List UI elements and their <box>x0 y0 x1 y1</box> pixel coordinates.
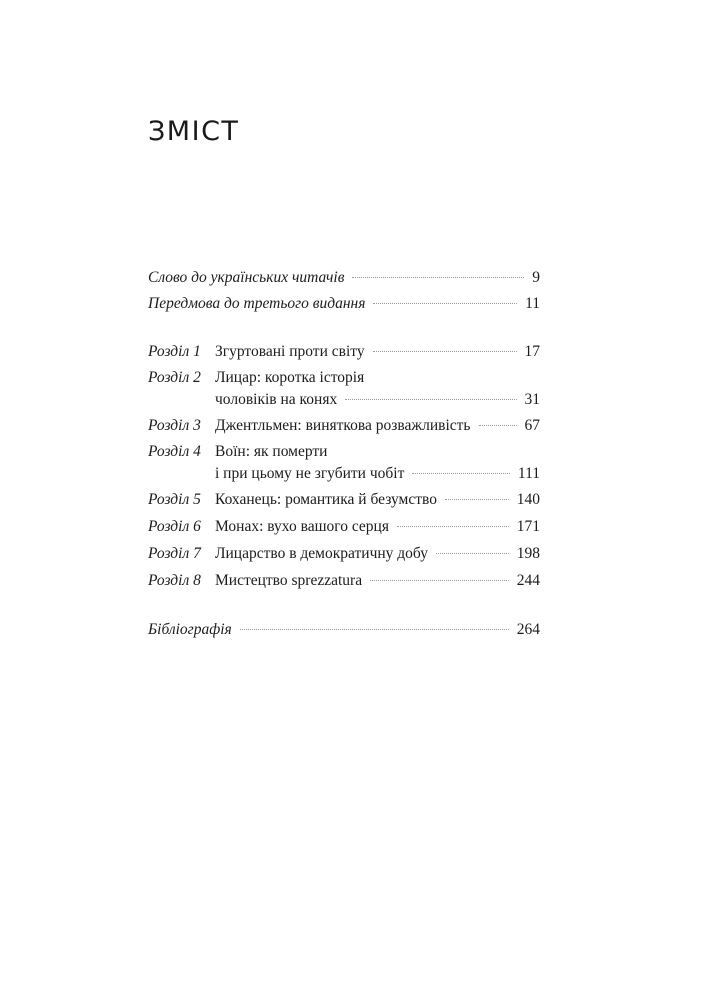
toc-page-number: 17 <box>524 343 540 360</box>
chapter-title: Коханець: романтика й безумство <box>215 491 437 508</box>
toc-page-number: 140 <box>516 491 540 508</box>
toc-entry-preface-third-edition[interactable] <box>148 294 540 314</box>
toc-page-number: 9 <box>532 269 540 286</box>
toc-entry-chapter-1[interactable] <box>148 342 540 362</box>
toc-page-number: 264 <box>516 621 540 638</box>
toc-entry-title: Бібліографія <box>148 621 232 638</box>
toc-entry-title: Передмова до третього видання <box>148 295 366 312</box>
dot-leader <box>397 526 509 527</box>
chapter-label: Розділ 1 <box>148 343 201 360</box>
chapter-title: Лицарство в демократичну добу <box>215 545 428 562</box>
chapter-title: Лицар: коротка історія <box>215 369 365 386</box>
dot-leader <box>352 277 524 278</box>
toc-entry-chapter-2-cont[interactable] <box>148 390 540 410</box>
dot-leader <box>479 425 517 426</box>
toc-entry-chapter-6[interactable] <box>148 517 540 537</box>
dot-leader <box>345 399 516 400</box>
toc-entry-title: Слово до українських читачів <box>148 269 345 286</box>
toc-entry-chapter-5[interactable] <box>148 490 540 510</box>
page-title: ЗМІСТ <box>148 116 240 147</box>
chapter-title: Джентльмен: виняткова розважливість <box>215 417 471 434</box>
chapter-title: Монах: вухо вашого серця <box>215 518 389 535</box>
dot-leader <box>373 351 517 352</box>
toc-page-number: 244 <box>516 572 540 589</box>
toc-entry-chapter-3[interactable] <box>148 416 540 436</box>
toc-entry-chapter-7[interactable] <box>148 544 540 564</box>
dot-leader <box>373 303 517 304</box>
chapter-title-continued: і при цьому не згубити чобіт <box>215 465 405 482</box>
toc-entry-chapter-4[interactable] <box>148 442 540 462</box>
toc-entry-chapter-4-cont[interactable] <box>148 464 540 484</box>
toc-entry-chapter-2[interactable] <box>148 368 540 388</box>
toc-page-number: 31 <box>524 391 540 408</box>
toc-page-number: 171 <box>516 518 540 535</box>
toc-entry-foreword-ukrainian[interactable] <box>148 268 540 288</box>
chapter-title: Згуртовані проти світу <box>215 343 365 360</box>
toc-entry-chapter-8[interactable] <box>148 571 540 591</box>
chapter-label: Розділ 4 <box>148 443 201 460</box>
toc-page-number: 111 <box>517 465 540 482</box>
chapter-label: Розділ 3 <box>148 417 201 434</box>
toc-page-number: 11 <box>525 295 540 312</box>
dot-leader <box>445 499 509 500</box>
toc-page-number: 67 <box>524 417 540 434</box>
chapter-title: Воїн: як померти <box>215 443 328 460</box>
dot-leader <box>370 580 509 581</box>
toc-page-number: 198 <box>516 545 540 562</box>
chapter-title-continued: чоловіків на конях <box>215 391 338 408</box>
dot-leader <box>436 553 509 554</box>
dot-leader <box>412 473 510 474</box>
chapter-label: Розділ 5 <box>148 491 201 508</box>
dot-leader <box>240 629 509 630</box>
toc-entry-bibliography[interactable] <box>148 620 540 640</box>
chapter-label: Розділ 8 <box>148 572 201 589</box>
chapter-label: Розділ 6 <box>148 518 201 535</box>
chapter-label: Розділ 2 <box>148 369 201 386</box>
chapter-label: Розділ 7 <box>148 545 201 562</box>
chapter-title: Мистецтво sprezzatura <box>215 572 363 589</box>
